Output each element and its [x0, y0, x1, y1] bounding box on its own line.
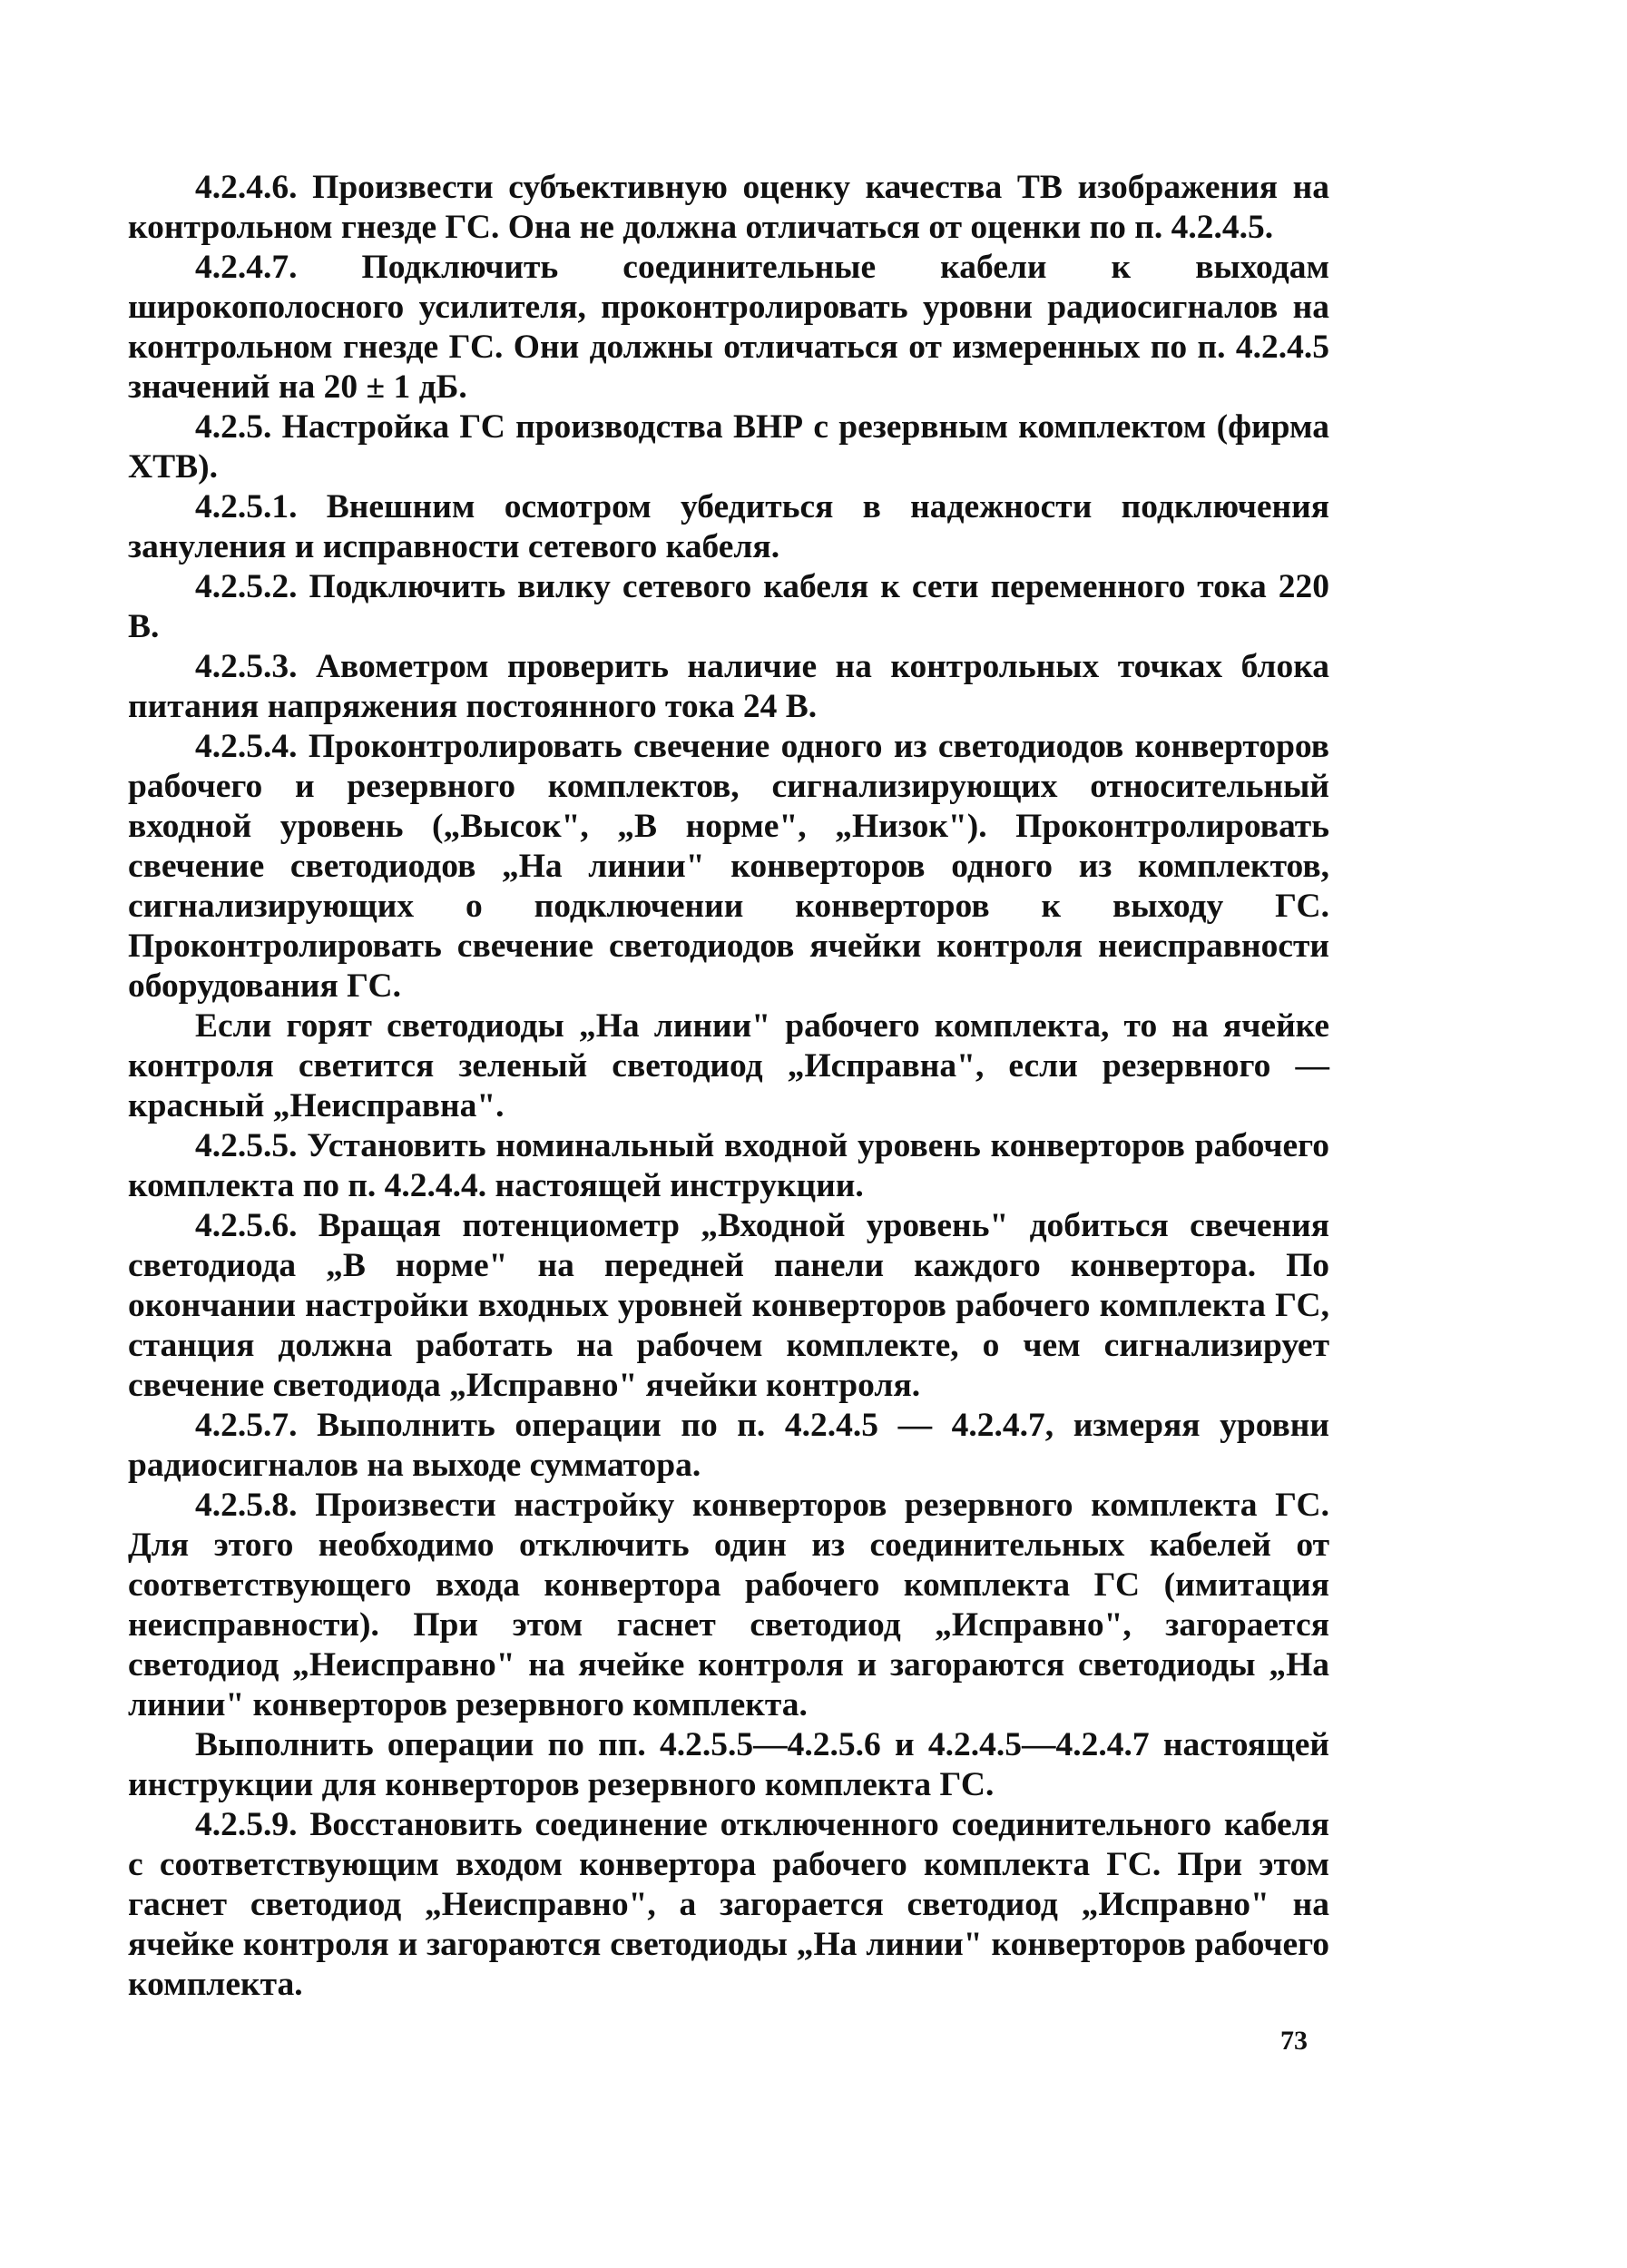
paragraph-4-2-5-6: 4.2.5.6. Вращая потенциометр „Входной уровень" добиться свечения светодиода „В норме" на передней панели каждого конвертора. По окончании настройки входных уровней конверторов рабочего комплекта ГС, станция должна работать на рабочем комплекте, о чем сигнализирует свечение светодиода „Исправно" ячейки контроля. [128, 1207, 1329, 1404]
paragraph-reserve-operations: Выполнить операции по пп. 4.2.5.5—4.2.5.6 и 4.2.4.5—4.2.4.7 настоящей инструкции для конверторов резервного комплекта ГС. [128, 1726, 1329, 1803]
paragraph-4-2-5-2: 4.2.5.2. Подключить вилку сетевого кабеля к сети переменного тока 220 В. [128, 568, 1329, 645]
page-number: 73 [1280, 2026, 1308, 2056]
paragraph-4-2-5-9: 4.2.5.9. Восстановить соединение отключенного соединительного кабеля с соответствующим входом конвертора рабочего комплекта ГС. При этом гаснет светодиод „Неисправно", а загорается светодиод „Исправно" на ячейке контроля и загораются светодиоды „На линии" конверторов рабочего комплекта. [128, 1806, 1329, 2003]
paragraph-4-2-5-4: 4.2.5.4. Проконтролировать свечение одного из светодиодов конверторов рабочего и резервного комплектов, сигнализирующих относительный входной уровень („Высок", „В норме", „Низок"). Проконтролировать свечение светодиодов „На линии" конверторов одного из комплектов, сигнализирующих о подключении конверторов к выходу ГС. Проконтролировать свечение светодиодов ячейки контроля неисправности оборудования ГС. [128, 728, 1329, 1005]
paragraph-led-status-note: Если горят светодиоды „На линии" рабочего комплекта, то на ячейке контроля светится зеленый светодиод „Исправна", если резервного — красный „Неисправна". [128, 1007, 1329, 1124]
paragraph-4-2-5-5: 4.2.5.5. Установить номинальный входной уровень конверторов рабочего комплекта по п. 4.2.4.4. настоящей инструкции. [128, 1127, 1329, 1204]
paragraph-4-2-4-7: 4.2.4.7. Подключить соединительные кабели к выходам широкополосного усилителя, проконтролировать уровни радиосигналов на контрольном гнезде ГС. Они должны отличаться от измеренных по п. 4.2.4.5 значений на 20 ± 1 дБ. [128, 249, 1329, 406]
body-text [128, 168, 1329, 2005]
paragraph-4-2-5-1: 4.2.5.1. Внешним осмотром убедиться в надежности подключения зануления и исправности сетевого кабеля. [128, 488, 1329, 565]
paragraph-4-2-5-7: 4.2.5.7. Выполнить операции по п. 4.2.4.5 — 4.2.4.7, измеряя уровни радиосигналов на выходе сумматора. [128, 1407, 1329, 1484]
paragraph-4-2-5: 4.2.5. Настройка ГС производства ВНР с резервным комплектом (фирма ХТВ). [128, 408, 1329, 486]
paragraph-4-2-4-6: 4.2.4.6. Произвести субъективную оценку качества ТВ изображения на контрольном гнезде ГС. Она не должна отличаться от оценки по п. 4.2.4.5. [128, 169, 1329, 246]
paragraph-4-2-5-3: 4.2.5.3. Авометром проверить наличие на контрольных точках блока питания напряжения постоянного тока 24 В. [128, 648, 1329, 725]
paragraph-4-2-5-8: 4.2.5.8. Произвести настройку конверторов резервного комплекта ГС. Для этого необходимо отключить один из соединительных кабелей от соответствующего входа конвертора рабочего комплекта ГС (имитация неисправности). При этом гаснет светодиод „Исправно", загорается светодиод „Неисправно" на ячейке контроля и загораются светодиоды „На линии" конверторов резервного комплекта. [128, 1487, 1329, 1723]
